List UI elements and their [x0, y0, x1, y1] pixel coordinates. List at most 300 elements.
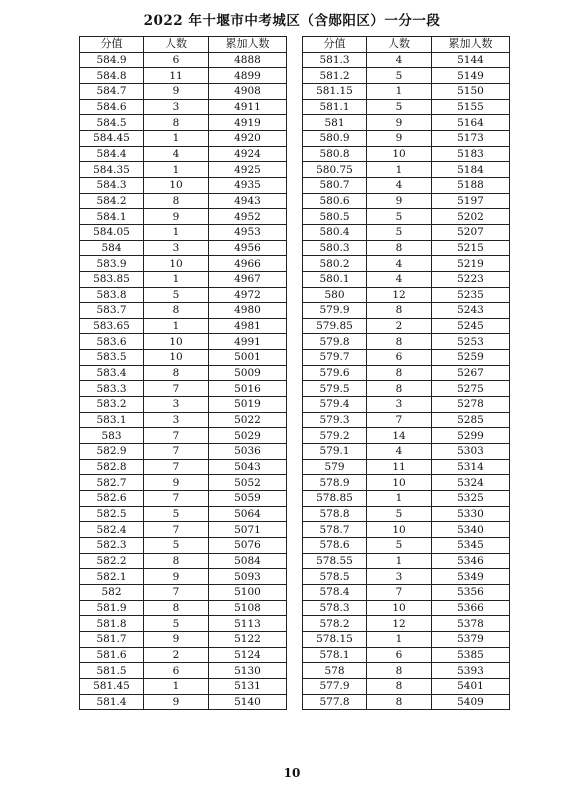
- cell-count: 5: [367, 224, 432, 240]
- table-row: [80, 412, 287, 428]
- cell-cumulative: 5043: [209, 459, 287, 475]
- cell-cumulative: 4935: [209, 177, 287, 193]
- cell-score: 579.4: [303, 397, 367, 413]
- cell-score: 578.8: [303, 506, 367, 522]
- table-row: [303, 287, 510, 303]
- cell-score: 579: [303, 459, 367, 475]
- table-row: [303, 224, 510, 240]
- cell-score: 578.4: [303, 584, 367, 600]
- column-header-cumulative: 累加人数: [209, 37, 287, 53]
- cell-count: 7: [144, 491, 209, 507]
- cell-cumulative: 5325: [432, 491, 510, 507]
- cell-score: 583.1: [80, 412, 144, 428]
- cell-count: 6: [144, 663, 209, 679]
- cell-count: 9: [144, 209, 209, 225]
- cell-count: 7: [144, 522, 209, 538]
- column-header-count: 人数: [367, 37, 432, 53]
- table-row: [80, 663, 287, 679]
- cell-count: 9: [144, 475, 209, 491]
- cell-count: 9: [367, 193, 432, 209]
- cell-cumulative: 5245: [432, 318, 510, 334]
- cell-count: 3: [367, 397, 432, 413]
- cell-cumulative: 5140: [209, 694, 287, 710]
- cell-count: 1: [144, 224, 209, 240]
- cell-count: 5: [367, 99, 432, 115]
- cell-score: 580.1: [303, 271, 367, 287]
- cell-count: 8: [144, 303, 209, 319]
- cell-count: 1: [144, 130, 209, 146]
- cell-count: 8: [144, 553, 209, 569]
- cell-count: 10: [144, 177, 209, 193]
- cell-cumulative: 5401: [432, 678, 510, 694]
- cell-cumulative: 5184: [432, 162, 510, 178]
- cell-score: 584.2: [80, 193, 144, 209]
- cell-score: 584.6: [80, 99, 144, 115]
- cell-score: 584.8: [80, 68, 144, 84]
- cell-score: 579.85: [303, 318, 367, 334]
- cell-count: 3: [367, 569, 432, 585]
- cell-score: 580.75: [303, 162, 367, 178]
- table-row: [303, 177, 510, 193]
- table-row: [80, 631, 287, 647]
- table-row: [80, 318, 287, 334]
- cell-cumulative: 5022: [209, 412, 287, 428]
- table-row: [80, 209, 287, 225]
- cell-count: 3: [144, 397, 209, 413]
- page-title: 2022 年十堰市中考城区（含郧阳区）一分一段: [143, 13, 441, 29]
- cell-cumulative: 5278: [432, 397, 510, 413]
- table-row: [303, 475, 510, 491]
- cell-cumulative: 5207: [432, 224, 510, 240]
- table-row: [303, 162, 510, 178]
- cell-score: 578.5: [303, 569, 367, 585]
- column-header-score: 分值: [80, 37, 144, 53]
- cell-cumulative: 4899: [209, 68, 287, 84]
- table-row: [80, 271, 287, 287]
- table-row: [303, 459, 510, 475]
- table-row: [80, 475, 287, 491]
- cell-cumulative: 4981: [209, 318, 287, 334]
- cell-score: 582.5: [80, 506, 144, 522]
- cell-cumulative: 5275: [432, 381, 510, 397]
- cell-cumulative: 5349: [432, 569, 510, 585]
- cell-cumulative: 5378: [432, 616, 510, 632]
- cell-cumulative: 5188: [432, 177, 510, 193]
- score-table-left: [79, 36, 287, 710]
- cell-cumulative: 5019: [209, 397, 287, 413]
- table-row: [80, 365, 287, 381]
- table-row: [80, 428, 287, 444]
- cell-count: 4: [367, 52, 432, 68]
- cell-count: 8: [367, 334, 432, 350]
- cell-score: 583.9: [80, 256, 144, 272]
- cell-count: 12: [367, 616, 432, 632]
- cell-count: 10: [367, 522, 432, 538]
- cell-cumulative: 5009: [209, 365, 287, 381]
- table-row: [303, 334, 510, 350]
- cell-score: 579.9: [303, 303, 367, 319]
- cell-score: 579.5: [303, 381, 367, 397]
- cell-cumulative: 5197: [432, 193, 510, 209]
- cell-cumulative: 5340: [432, 522, 510, 538]
- cell-cumulative: 4953: [209, 224, 287, 240]
- cell-count: 7: [144, 381, 209, 397]
- cell-score: 581.15: [303, 83, 367, 99]
- cell-score: 579.2: [303, 428, 367, 444]
- score-table-right: [302, 36, 510, 710]
- table-row: [303, 428, 510, 444]
- cell-count: 3: [144, 99, 209, 115]
- cell-score: 578.3: [303, 600, 367, 616]
- table-row: [80, 678, 287, 694]
- cell-count: 6: [367, 350, 432, 366]
- cell-score: 584.1: [80, 209, 144, 225]
- cell-score: 579.3: [303, 412, 367, 428]
- table-row: [80, 287, 287, 303]
- cell-count: 8: [144, 600, 209, 616]
- cell-cumulative: 5130: [209, 663, 287, 679]
- table-row: [80, 616, 287, 632]
- cell-cumulative: 5064: [209, 506, 287, 522]
- cell-score: 581.7: [80, 631, 144, 647]
- cell-score: 582.2: [80, 553, 144, 569]
- table-row: [80, 52, 287, 68]
- cell-score: 583.65: [80, 318, 144, 334]
- cell-score: 583.5: [80, 350, 144, 366]
- cell-cumulative: 5409: [432, 694, 510, 710]
- cell-cumulative: 5385: [432, 647, 510, 663]
- cell-cumulative: 5001: [209, 350, 287, 366]
- cell-count: 1: [144, 271, 209, 287]
- cell-count: 5: [144, 287, 209, 303]
- table-header-row: [303, 37, 510, 53]
- cell-count: 10: [367, 146, 432, 162]
- cell-count: 4: [144, 146, 209, 162]
- cell-count: 8: [367, 663, 432, 679]
- cell-score: 580.7: [303, 177, 367, 193]
- cell-score: 580.6: [303, 193, 367, 209]
- cell-cumulative: 5131: [209, 678, 287, 694]
- cell-cumulative: 4991: [209, 334, 287, 350]
- cell-cumulative: 5202: [432, 209, 510, 225]
- cell-score: 578.15: [303, 631, 367, 647]
- cell-count: 7: [367, 584, 432, 600]
- table-row: [80, 569, 287, 585]
- cell-score: 579.7: [303, 350, 367, 366]
- cell-score: 584.05: [80, 224, 144, 240]
- cell-count: 8: [144, 115, 209, 131]
- table-row: [80, 303, 287, 319]
- cell-cumulative: 5183: [432, 146, 510, 162]
- cell-count: 11: [367, 459, 432, 475]
- cell-count: 1: [367, 491, 432, 507]
- cell-cumulative: 5093: [209, 569, 287, 585]
- cell-score: 580.8: [303, 146, 367, 162]
- cell-score: 582: [80, 584, 144, 600]
- cell-cumulative: 5303: [432, 444, 510, 460]
- cell-count: 5: [144, 506, 209, 522]
- table-row: [80, 334, 287, 350]
- cell-cumulative: 4972: [209, 287, 287, 303]
- cell-cumulative: 4943: [209, 193, 287, 209]
- cell-cumulative: 5059: [209, 491, 287, 507]
- cell-score: 583.8: [80, 287, 144, 303]
- cell-cumulative: 5124: [209, 647, 287, 663]
- cell-score: 578.55: [303, 553, 367, 569]
- table-row: [303, 506, 510, 522]
- table-row: [303, 553, 510, 569]
- cell-cumulative: 5155: [432, 99, 510, 115]
- table-row: [80, 256, 287, 272]
- cell-score: 579.1: [303, 444, 367, 460]
- cell-count: 3: [144, 412, 209, 428]
- cell-score: 578.85: [303, 491, 367, 507]
- cell-cumulative: 5356: [432, 584, 510, 600]
- cell-score: 581.45: [80, 678, 144, 694]
- cell-cumulative: 5346: [432, 553, 510, 569]
- cell-cumulative: 4952: [209, 209, 287, 225]
- cell-count: 5: [367, 68, 432, 84]
- cell-cumulative: 5345: [432, 538, 510, 554]
- cell-cumulative: 5393: [432, 663, 510, 679]
- cell-score: 584.9: [80, 52, 144, 68]
- cell-score: 582.7: [80, 475, 144, 491]
- cell-cumulative: 5052: [209, 475, 287, 491]
- table-row: [303, 52, 510, 68]
- cell-score: 578: [303, 663, 367, 679]
- cell-count: 3: [144, 240, 209, 256]
- table-row: [303, 412, 510, 428]
- table-row: [303, 350, 510, 366]
- cell-count: 10: [367, 475, 432, 491]
- cell-count: 8: [367, 678, 432, 694]
- cell-count: 5: [144, 616, 209, 632]
- cell-count: 1: [367, 83, 432, 99]
- cell-cumulative: 5285: [432, 412, 510, 428]
- cell-cumulative: 5016: [209, 381, 287, 397]
- cell-count: 8: [367, 365, 432, 381]
- cell-cumulative: 5144: [432, 52, 510, 68]
- cell-score: 577.8: [303, 694, 367, 710]
- table-row: [80, 584, 287, 600]
- cell-count: 1: [144, 678, 209, 694]
- cell-cumulative: 5071: [209, 522, 287, 538]
- cell-score: 581.9: [80, 600, 144, 616]
- cell-count: 10: [144, 334, 209, 350]
- cell-cumulative: 5122: [209, 631, 287, 647]
- cell-cumulative: 5150: [432, 83, 510, 99]
- table-row: [80, 193, 287, 209]
- cell-score: 580.4: [303, 224, 367, 240]
- cell-count: 8: [367, 694, 432, 710]
- cell-cumulative: 5164: [432, 115, 510, 131]
- cell-cumulative: 4956: [209, 240, 287, 256]
- cell-score: 582.4: [80, 522, 144, 538]
- cell-count: 8: [144, 193, 209, 209]
- cell-score: 582.3: [80, 538, 144, 554]
- table-row: [303, 663, 510, 679]
- cell-cumulative: 5253: [432, 334, 510, 350]
- cell-cumulative: 5324: [432, 475, 510, 491]
- cell-cumulative: 5076: [209, 538, 287, 554]
- cell-score: 581.3: [303, 52, 367, 68]
- table-row: [80, 224, 287, 240]
- table-row: [80, 694, 287, 710]
- cell-score: 578.1: [303, 647, 367, 663]
- cell-count: 7: [367, 412, 432, 428]
- table-row: [80, 350, 287, 366]
- table-row: [303, 83, 510, 99]
- table-row: [80, 381, 287, 397]
- cell-count: 7: [144, 428, 209, 444]
- cell-score: 580.5: [303, 209, 367, 225]
- cell-count: 11: [144, 68, 209, 84]
- cell-score: 578.6: [303, 538, 367, 554]
- cell-cumulative: 5235: [432, 287, 510, 303]
- table-row: [80, 491, 287, 507]
- cell-score: 578.9: [303, 475, 367, 491]
- cell-cumulative: 5330: [432, 506, 510, 522]
- cell-score: 583.4: [80, 365, 144, 381]
- table-row: [303, 600, 510, 616]
- cell-cumulative: 4924: [209, 146, 287, 162]
- table-row: [80, 68, 287, 84]
- table-row: [303, 318, 510, 334]
- table-row: [303, 397, 510, 413]
- cell-count: 4: [367, 271, 432, 287]
- cell-score: 582.8: [80, 459, 144, 475]
- table-row: [80, 600, 287, 616]
- cell-cumulative: 5108: [209, 600, 287, 616]
- cell-score: 584.35: [80, 162, 144, 178]
- column-header-cumulative: 累加人数: [432, 37, 510, 53]
- cell-score: 582.9: [80, 444, 144, 460]
- table-row: [303, 193, 510, 209]
- table-row: [303, 584, 510, 600]
- cell-cumulative: 4911: [209, 99, 287, 115]
- page-number: 10: [283, 766, 301, 780]
- cell-count: 8: [144, 365, 209, 381]
- cell-cumulative: 5084: [209, 553, 287, 569]
- cell-count: 9: [367, 130, 432, 146]
- table-row: [80, 99, 287, 115]
- cell-score: 583.7: [80, 303, 144, 319]
- cell-count: 8: [367, 381, 432, 397]
- cell-cumulative: 5314: [432, 459, 510, 475]
- cell-count: 9: [144, 569, 209, 585]
- cell-cumulative: 5379: [432, 631, 510, 647]
- cell-score: 584.3: [80, 177, 144, 193]
- cell-count: 1: [144, 318, 209, 334]
- cell-score: 584.5: [80, 115, 144, 131]
- cell-count: 1: [367, 162, 432, 178]
- table-row: [80, 506, 287, 522]
- table-row: [303, 68, 510, 84]
- cell-count: 4: [367, 256, 432, 272]
- table-row: [303, 240, 510, 256]
- table-row: [303, 569, 510, 585]
- cell-count: 5: [367, 506, 432, 522]
- cell-score: 581.8: [80, 616, 144, 632]
- cell-count: 4: [367, 177, 432, 193]
- table-row: [303, 491, 510, 507]
- cell-cumulative: 5173: [432, 130, 510, 146]
- table-row: [80, 553, 287, 569]
- table-row: [80, 146, 287, 162]
- cell-count: 6: [367, 647, 432, 663]
- cell-cumulative: 5029: [209, 428, 287, 444]
- cell-cumulative: 4980: [209, 303, 287, 319]
- column-header-score: 分值: [303, 37, 367, 53]
- table-row: [303, 209, 510, 225]
- table-row: [303, 616, 510, 632]
- table-row: [303, 365, 510, 381]
- cell-count: 5: [367, 538, 432, 554]
- cell-score: 580.9: [303, 130, 367, 146]
- table-row: [303, 146, 510, 162]
- cell-score: 577.9: [303, 678, 367, 694]
- cell-count: 2: [144, 647, 209, 663]
- cell-score: 579.8: [303, 334, 367, 350]
- table-row: [303, 522, 510, 538]
- cell-cumulative: 4919: [209, 115, 287, 131]
- cell-cumulative: 5215: [432, 240, 510, 256]
- cell-score: 581.4: [80, 694, 144, 710]
- cell-cumulative: 5243: [432, 303, 510, 319]
- cell-count: 1: [367, 553, 432, 569]
- cell-score: 583.3: [80, 381, 144, 397]
- cell-count: 9: [367, 115, 432, 131]
- cell-count: 2: [367, 318, 432, 334]
- table-row: [80, 83, 287, 99]
- cell-score: 581.1: [303, 99, 367, 115]
- table-row: [303, 256, 510, 272]
- cell-score: 582.1: [80, 569, 144, 585]
- cell-score: 580.2: [303, 256, 367, 272]
- cell-cumulative: 4920: [209, 130, 287, 146]
- cell-score: 580.3: [303, 240, 367, 256]
- table-row: [303, 647, 510, 663]
- table-row: [80, 115, 287, 131]
- cell-score: 581.5: [80, 663, 144, 679]
- cell-score: 583: [80, 428, 144, 444]
- cell-score: 581.2: [303, 68, 367, 84]
- cell-score: 583.6: [80, 334, 144, 350]
- table-row: [80, 162, 287, 178]
- cell-cumulative: 5366: [432, 600, 510, 616]
- cell-count: 10: [144, 350, 209, 366]
- cell-count: 9: [144, 631, 209, 647]
- cell-count: 10: [367, 600, 432, 616]
- table-header-row: [80, 37, 287, 53]
- cell-cumulative: 4925: [209, 162, 287, 178]
- cell-score: 584.45: [80, 130, 144, 146]
- table-row: [80, 177, 287, 193]
- table-row: [303, 631, 510, 647]
- table-row: [303, 130, 510, 146]
- cell-count: 8: [367, 240, 432, 256]
- table-row: [80, 444, 287, 460]
- cell-score: 578.2: [303, 616, 367, 632]
- cell-cumulative: 5267: [432, 365, 510, 381]
- cell-count: 1: [144, 162, 209, 178]
- cell-count: 10: [144, 256, 209, 272]
- table-row: [80, 459, 287, 475]
- table-row: [80, 538, 287, 554]
- table-row: [303, 694, 510, 710]
- cell-cumulative: 4888: [209, 52, 287, 68]
- cell-score: 579.6: [303, 365, 367, 381]
